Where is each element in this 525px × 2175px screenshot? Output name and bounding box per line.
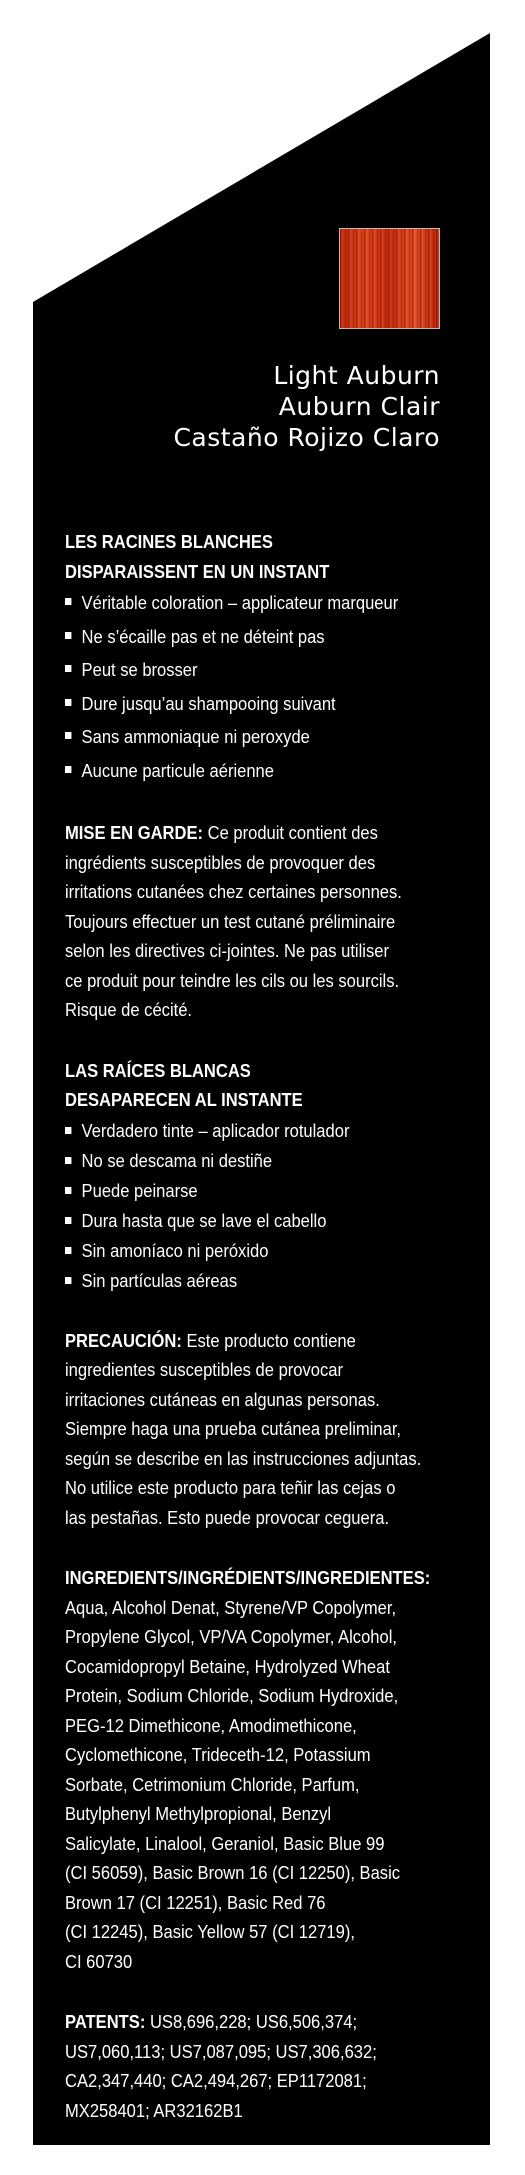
list-item: Ne s’écaille pas et ne déteint pas: [65, 621, 442, 655]
color-swatch: [339, 228, 440, 329]
list-item: Puede peinarse: [65, 1176, 442, 1206]
ingredients-label: INGREDIENTS/INGRÉDIENTS/INGREDIENTES:: [65, 1568, 431, 1588]
shade-name-es: Castaño Rojizo Claro: [173, 423, 440, 452]
french-warning-label: MISE EN GARDE:: [65, 823, 204, 843]
ingredients-block: INGREDIENTS/INGRÉDIENTS/INGREDIENTES: Aqua, Alcohol Denat, Styrene/VP Copolymer, Propylene Glycol, VP/VA Copolymer, Alcohol, Cocamidopropyl Betaine, Hydrolyzed Wheat Protein, Sodium Chloride, Sodium Hydroxide, PEG-12 Dimethicone, Amodimethicone, Cyclomethicone, Trideceth-12, Potassium Sorbate, Cetrimonium Chloride, Parfum, Butylphenyl Methylpropional, Benzyl Salicylate, Linalool, Geraniol, Basic Blue 99 (CI 56059), Basic Brown 16 (CI 12250), Basic Brown 17 (CI 12251), Basic Red 76 (CI 12245), Basic Yellow 57 (CI 12719), CI 60730: [65, 1568, 431, 1972]
list-item: Sin partículas aéreas: [65, 1266, 442, 1296]
spanish-warning-label: PRECAUCIÓN:: [65, 1330, 182, 1351]
french-heading: LES RACINES BLANCHES DISPARAISSENT EN UN INSTANT: [65, 532, 330, 582]
french-warning: MISE EN GARDE: Ce produit contient des ingrédients susceptibles de provoquer des irritations cutanées chez certaines personnes. Toujours effectuer un test cutané préliminaire selon les directives ci-jointes. Ne pas utiliser ce produit pour teindre les cils ou les sourcils. Risque de cécité.: [65, 823, 402, 1020]
spanish-warning: PRECAUCIÓN: Este producto contiene ingredientes susceptibles de provocar irritaciones cutáneas en algunas personas. Siempre haga una prueba cutánea preliminar, según se describe en las instrucciones adjuntas. No utilice este producto para teñir las cejas o las pestañas. Esto puede provocar ceguera.: [65, 1330, 422, 1528]
patents-label: PATENTS:: [65, 2012, 146, 2032]
shade-name-fr: Auburn Clair: [278, 392, 440, 421]
list-item: Dura hasta que se lave el cabello: [65, 1206, 442, 1236]
spanish-benefits-list: [65, 1116, 442, 1296]
shade-name-en: Light Auburn: [273, 361, 440, 390]
list-item: Véritable coloration – applicateur marqueur: [65, 587, 442, 621]
list-item: Aucune particule aérienne: [65, 755, 442, 789]
patents-block: PATENTS: US8,696,228; US6,506,374; US7,060,113; US7,087,095; US7,306,632; CA2,347,440; CA2,494,267; EP1172081; MX258401; AR32162B1: [65, 2012, 377, 2121]
list-item: Verdadero tinte – aplicador rotulador: [65, 1116, 442, 1146]
french-benefits-list: [65, 587, 442, 788]
list-item: Dure jusqu’au shampooing suivant: [65, 688, 442, 722]
label-text-content: [65, 528, 442, 2126]
spanish-heading: LAS RAÍCES BLANCAS DESAPARECEN AL INSTANTE: [65, 1060, 303, 1110]
list-item: Sin amoníaco ni peróxido: [65, 1236, 442, 1266]
list-item: No se descama ni destiñe: [65, 1146, 442, 1176]
shade-names: [173, 360, 440, 453]
list-item: Sans ammoniaque ni peroxyde: [65, 721, 442, 755]
list-item: Peut se brosser: [65, 654, 442, 688]
